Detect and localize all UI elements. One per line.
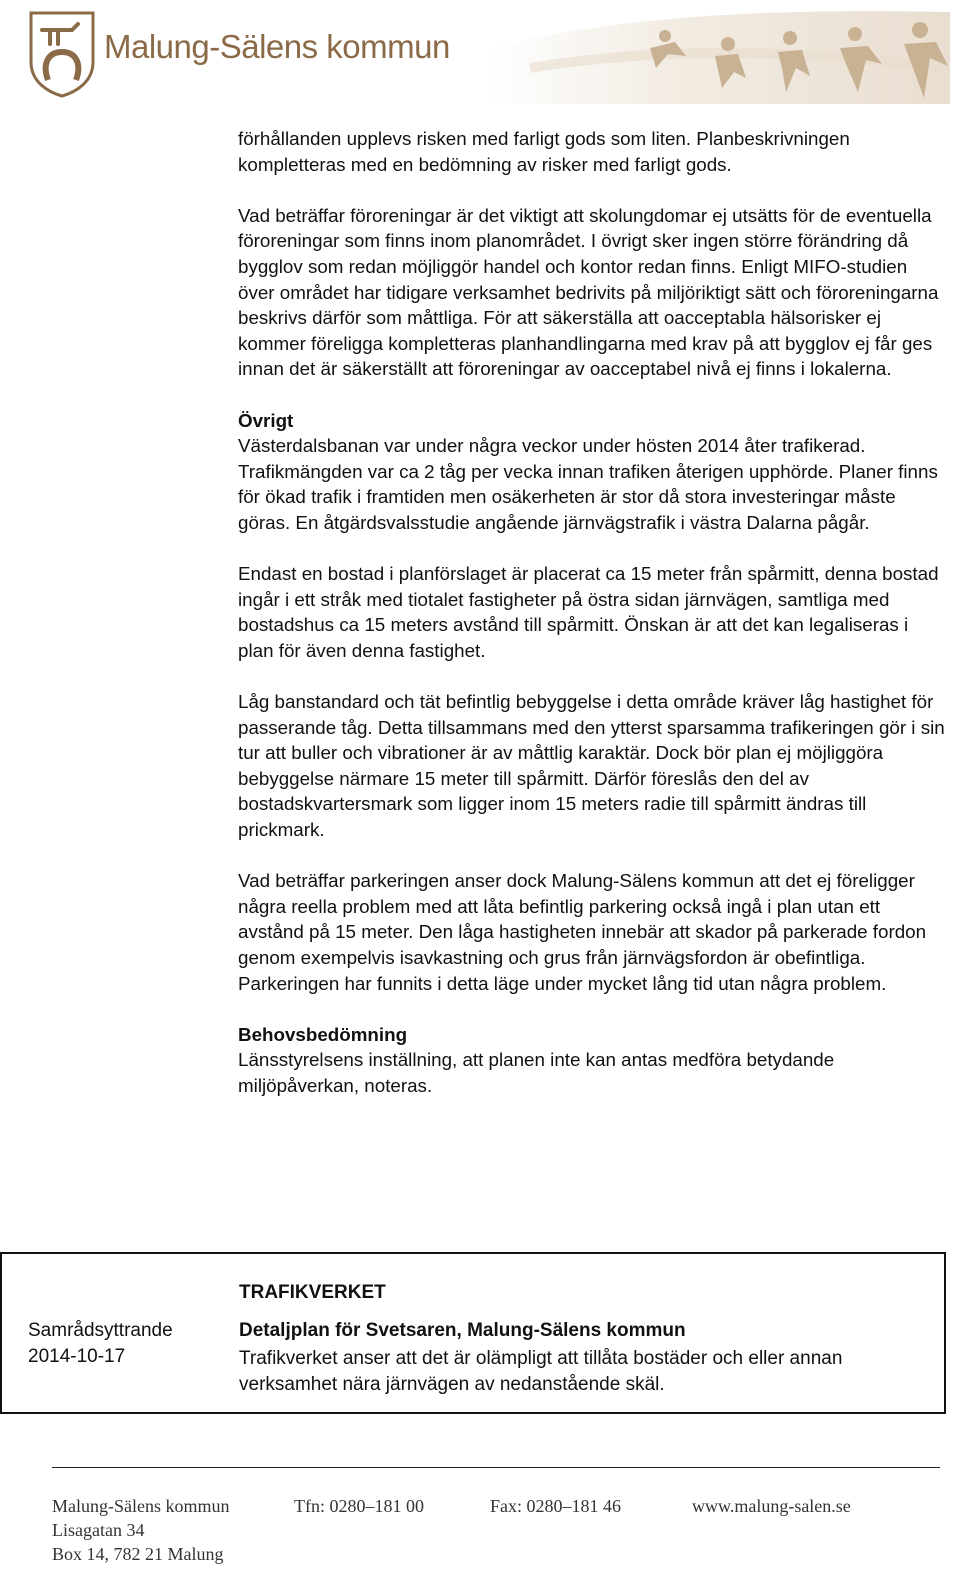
footer-fax: Fax: 0280–181 46: [490, 1496, 622, 1516]
paragraph-farligt-gods: förhållanden upplevs risken med farligt gods som liten. Planbeskrivningen kompletteras med en bedömning av risker med farligt gods.: [238, 128, 850, 175]
paragraph-lansstyrelsen: Länsstyrelsens inställning, att planen inte kan antas medföra betydande miljöpåverkan, noteras.: [238, 1049, 835, 1096]
plan-title: Detaljplan för Svetsaren, Malung-Sälens kommun: [239, 1320, 686, 1341]
consultation-statement-box: [0, 1252, 946, 1414]
page-header: [0, 0, 960, 110]
sports-figures-banner-icon: [490, 8, 950, 104]
document-type: Samrådsyttrande: [28, 1320, 173, 1341]
logo-text: Malung-Sälens kommun: [104, 28, 450, 65]
footer-address-street: Lisagatan 34: [52, 1520, 145, 1540]
paragraph-vasterdalsbanan: Västerdalsbanan var under några veckor under hösten 2014 åter trafikerad. Trafikmängden var ca 2 tåg per vecka innan trafiken återigen upphörde. Planer finns för ökad trafik i framtiden men osäkerheten är stor då stora investeringar måste göras. En åtgärdsvalsstudie angående järnvägstrafik i västra Dalarna pågår.: [238, 435, 938, 533]
page-footer: [52, 1496, 942, 1568]
organization-name: TRAFIKVERKET: [239, 1282, 386, 1303]
paragraph-fororeningar: Vad beträffar föroreningar är det viktigt att skolungdomar ej utsätts för de eventuella föroreningar som finns inom planområdet. I övrigt sker ingen större förändring då bygglov som redan möjliggör handel och kontor redan finns. Enligt MIFO-studien över området har tidigare verksamhet bedrivits på miljöriktigt sätt och föroreningarna beskrivs därför som måttliga. För att säkerställa att oacceptabla hälsorisker ej kommer föreligga kompletteras planhandlingarna med krav på att bygglov ej får ges innan det är säkerställt att föroreningar av oacceptabel nivå ej finns i lokalerna.: [238, 204, 939, 380]
paragraph-banstandard: Låg banstandard och tät befintlig bebyggelse i detta område kräver låg hastighet för passerande tåg. Detta tillsammans med den ytterst sparsamma trafikeringen gör i sin tur att buller och vibrationer är av måttlig karaktär. Dock bör plan ej möjliggöra bebyggelse närmare 15 meter till spårmitt. Därför föreslås den del av bostadskvartersmark som ligger inom 15 meters radie till spårmitt ändras till prickmark.: [238, 691, 945, 841]
heading-behovsbedomning: Behovsbedömning: [238, 1023, 408, 1045]
letter-body: [238, 126, 948, 1124]
footer-org: Malung-Sälens kommun: [52, 1496, 230, 1516]
paragraph-parkering: Vad beträffar parkeringen anser dock Malung-Sälens kommun att det ej föreligger några reella problem med att låta befintlig parkering också ingå i plan utan ett avstånd på 15 meter. Den låga hastigheten innebär att skador på parkerade fordon genom exempelvis isavkastning och grus från järnvägsfordon är obefintliga. Parkeringen har funnits i detta läge under mycket lång tid utan några problem.: [238, 870, 927, 994]
footer-address-box: Box 14, 782 21 Malung: [52, 1544, 224, 1564]
footer-phone: Tfn: 0280–181 00: [294, 1496, 424, 1516]
municipality-crest-icon: [28, 10, 96, 98]
footer-website-link[interactable]: www.malung-salen.se: [692, 1496, 851, 1516]
paragraph-bostad: Endast en bostad i planförslaget är placerat ca 15 meter från spårmitt, denna bostad ingår i ett stråk med tiotalet fastigheter på östra sidan järnvägen, samtliga med bostadshus ca 15 meters avstånd till spårmitt. Önskan är att det kan legaliseras i plan för även denna fastighet.: [238, 563, 939, 661]
document-date: 2014-10-17: [28, 1346, 126, 1367]
footer-divider: [52, 1467, 940, 1468]
heading-ovrigt: Övrigt: [238, 409, 294, 431]
plan-statement: Trafikverket anser att det är olämpligt att tillåta bostäder och eller annan verksamhet nära järnvägen av nedanstående skäl.: [239, 1348, 843, 1395]
